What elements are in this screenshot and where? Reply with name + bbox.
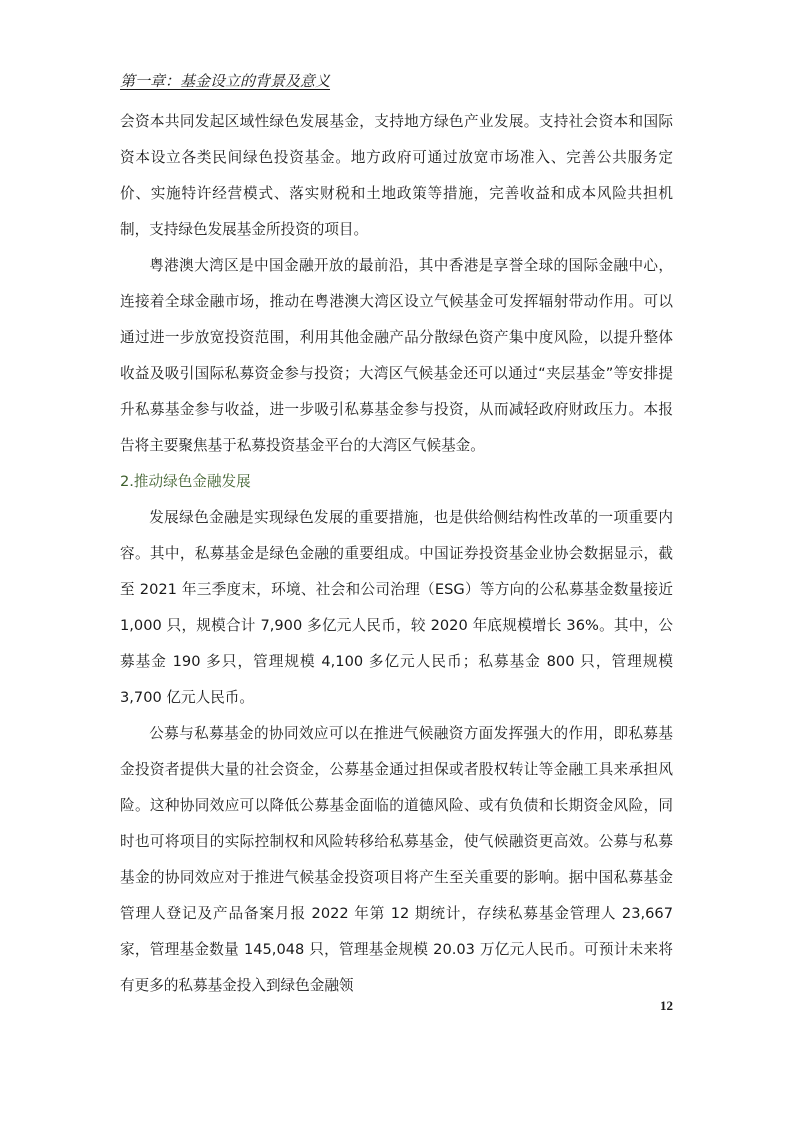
section-heading: 2.推动绿色金融发展 [120,473,251,490]
paragraph-green-finance: 发展绿色金融是实现绿色发展的重要措施，也是供给侧结构性改革的一项重要内容。其中，私募基金是绿色金融的重要组成。中国证券投资基金业协会数据显示，截至 2021 年三季度末，环境、社会和公司治理（ESG）等方向的公私募基金数量接近1,000 只，规模合计 7,900 多亿元人民币，较 2020 年底规模增长 36%。其中，公募基金 190 多只，管理规模 4,100 多亿元人民币；私募基金 800 只，管理规模 3,700 亿元人民币。 [120,509,673,706]
page-number: 12 [660,998,673,1013]
paragraph-greater-bay-area: 粤港澳大湾区是中国金融开放的最前沿，其中香港是享誉全球的国际金融中心，连接着全球金融市场，推动在粤港澳大湾区设立气候基金可发挥辐射带动作用。可以通过进一步放宽投资范围，利用其他金融产品分散绿色资产集中度风险，以提升整体收益及吸引国际私募资金参与投资；大湾区气候基金还可以通过“夹层基金”等安排提升私募基金参与收益，进一步吸引私募基金参与投资，从而减轻政府财政压力。本报告将主要聚焦基于私募投资基金平台的大湾区气候基金。 [120,257,673,454]
paragraph-synergy: 公募与私募基金的协同效应可以在推进气候融资方面发挥强大的作用，即私募基金投资者提供大量的社会资金，公募基金通过担保或者股权转让等金融工具来承担风险。这种协同效应可以降低公募基金面临的道德风险、或有负债和长期资金风险，同时也可将项目的实际控制权和风险转移给私募基金，使气候融资更高效。公募与私募基金的协同效应对于推进气候基金投资项目将产生至关重要的影响。据中国私募基金管理人登记及产品备案月报 2022 年第 12 期统计，存续私募基金管理人 23,667 家，管理基金数量 145,048 只，管理基金规模 20.03 万亿元人民币。可预计未来将有更多的私募基金投入到绿色金融领 [120,725,673,994]
paragraph-continuation: 会资本共同发起区域性绿色发展基金，支持地方绿色产业发展。支持社会资本和国际资本设立各类民间绿色投资基金。地方政府可通过放宽市场准入、完善公共服务定价、实施特许经营模式、落实财税和土地政策等措施，完善收益和成本风险共担机制，支持绿色发展基金所投资的项目。 [120,113,673,238]
chapter-header: 第一章：基金设立的背景及意义 [120,72,331,90]
body-text [120,104,673,1004]
